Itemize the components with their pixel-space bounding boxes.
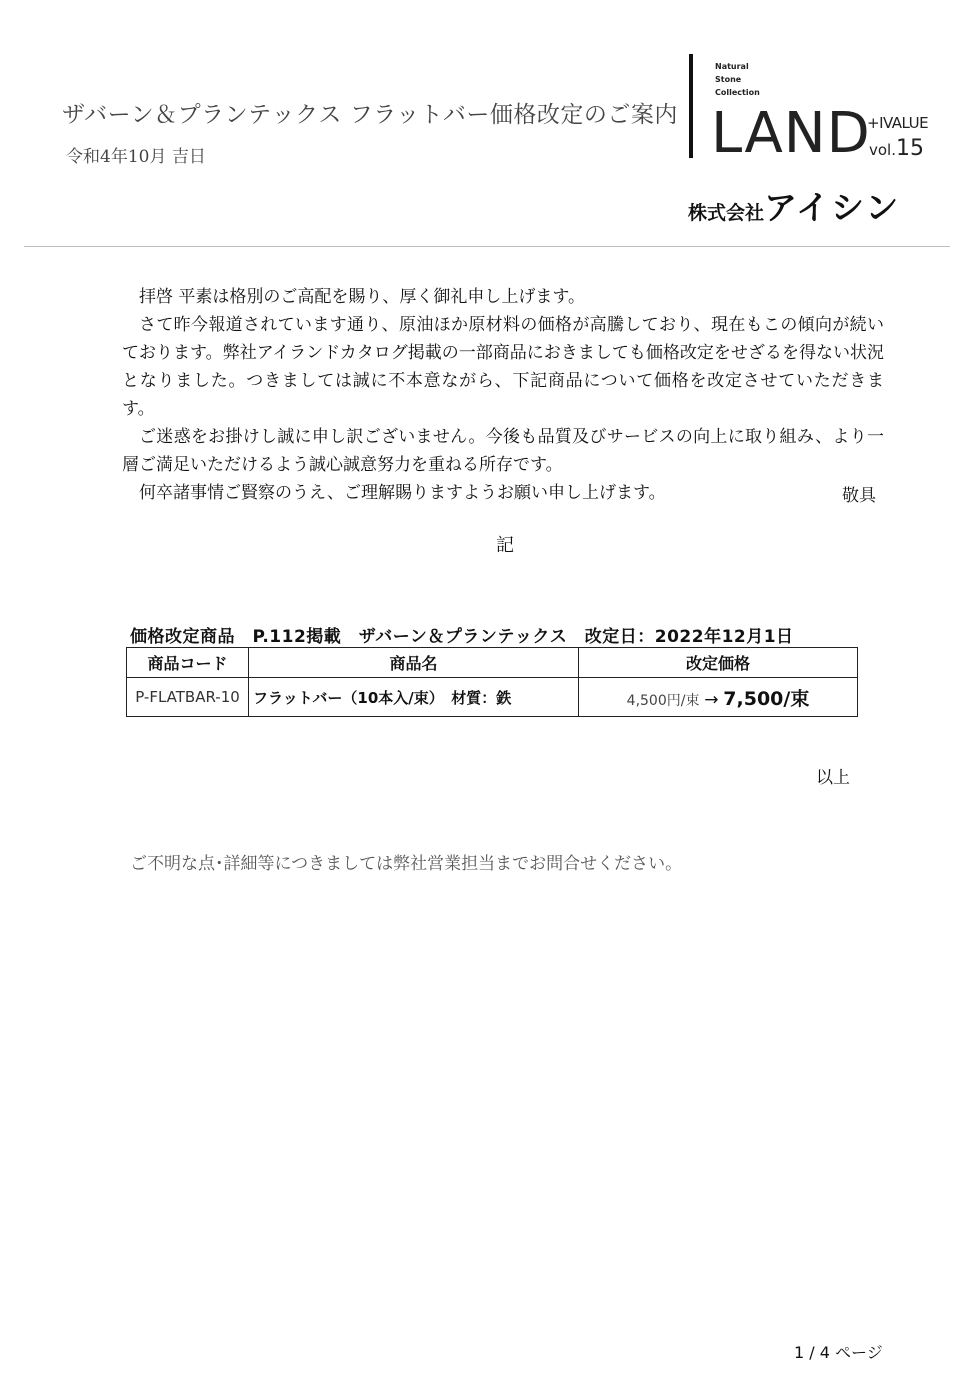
company-prefix: 株式会社 (688, 202, 765, 224)
table-caption: 価格改定商品 P.112掲載 ザバーン＆プランテックス 改定日：2022年12月1日 (130, 627, 794, 647)
company-logo (685, 50, 935, 227)
document-date: 令和4年10月 吉日 (66, 147, 206, 167)
header-revised-price: 改定価格 (579, 648, 858, 678)
ki-heading: 記 (496, 535, 514, 556)
letter-paragraph-2: さて昨今報道されています通り、原油ほか原材料の価格が高騰しており、現在もこの傾向が続いております。弊社アイランドカタログ掲載の一部商品におきましても価格改定をせざるを得ない状況となりました。つきましては誠に不本意ながら、下記商品について価格を改定させていただきます。 (122, 315, 884, 419)
cell-product-name: フラットバー（10本入/束） 材質：鉄 (249, 678, 579, 717)
contact-notice: ご不明な点･詳細等につきましては弊社営業担当までお問合せください。 (130, 854, 683, 874)
old-price: 4,500円/束 (626, 692, 700, 709)
header-divider (24, 246, 950, 247)
header-product-code: 商品コード (127, 648, 249, 678)
new-price: 7,500/束 (723, 687, 810, 710)
logo-volume (869, 136, 924, 161)
letter-closing: 敬具 (842, 486, 876, 506)
letter-body (122, 283, 884, 507)
document-title: ザバーン＆プランテックス フラットバー価格改定のご案内 (62, 102, 678, 128)
end-mark: 以上 (816, 768, 850, 788)
price-table (126, 647, 858, 717)
logo-bar (689, 54, 693, 158)
arrow-icon: → (704, 689, 719, 710)
table-row (127, 678, 858, 717)
company-name (688, 182, 900, 229)
letter-paragraph-1: 拝啓 平素は格別のご高配を賜り、厚く御礼申し上げます。 (139, 287, 586, 307)
logo-tagline-2: Stone (715, 75, 742, 84)
logo-vol-prefix: vol. (869, 141, 896, 159)
letter-paragraph-4: 何卒諸事情ご賢察のうえ、ご理解賜りますようお願い申し上げます。 (139, 483, 666, 503)
cell-revised-price (579, 678, 858, 717)
logo-brand: LAND (711, 101, 871, 166)
table-header-row (127, 648, 858, 678)
company-brand: アイシン (764, 188, 901, 227)
logo-tagline-3: Collection (715, 88, 760, 97)
logo-tagline-1: Natural (715, 62, 749, 71)
letter-paragraph-3: ご迷惑をお掛けし誠に申し訳ございません。今後も品質及びサービスの向上に取り組み、より一層ご満足いただけるよう誠心誠意努力を重ねる所存です。 (122, 427, 884, 475)
page-number: 1 / 4 ページ (794, 1343, 883, 1362)
cell-product-code: P-FLATBAR-10 (127, 678, 249, 717)
header-product-name: 商品名 (249, 648, 579, 678)
logo-vol-number: 15 (896, 136, 924, 161)
logo-plus-value: +IVALUE (867, 114, 929, 132)
